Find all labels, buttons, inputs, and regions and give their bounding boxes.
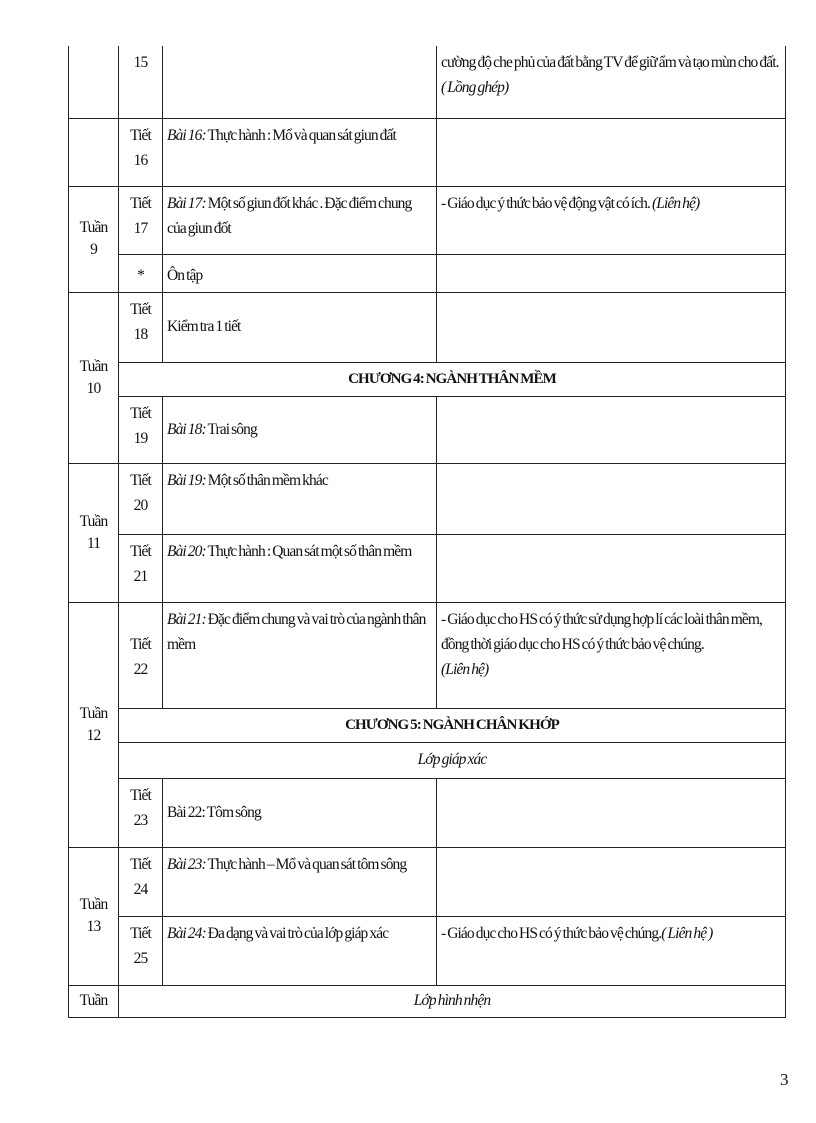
table-row	[69, 985, 786, 1017]
week-cell: Tuần 9	[69, 186, 119, 292]
period-cell: Tiết 24	[119, 847, 163, 916]
integration-note	[437, 847, 786, 916]
week-cell: Tuần 10	[69, 292, 119, 463]
week-cell	[69, 46, 119, 118]
integration-note: - Giáo dục cho HS có ý thức sử dụng hợp lí các loài thân mềm, đồng thời giáo dục cho HS có ý thức bảo vệ chúng. (Liên hệ)	[437, 602, 786, 708]
integration-note	[437, 254, 786, 292]
period-cell	[119, 46, 163, 118]
class-row	[69, 742, 786, 778]
period-cell: Tiết 18	[119, 292, 163, 362]
class-heading: Lớp giáp xác	[119, 742, 786, 778]
period-cell: Tiết 20	[119, 463, 163, 534]
period-cell: Tiết 23	[119, 778, 163, 847]
period-cell: Tiết 17	[119, 186, 163, 254]
table-row	[69, 847, 786, 916]
week-cell: Tuần	[69, 985, 119, 1017]
table-row	[69, 463, 786, 534]
week-cell: Tuần 12	[69, 602, 119, 847]
integration-note	[437, 463, 786, 534]
table-row	[69, 254, 786, 292]
period-cell: *	[119, 254, 163, 292]
lesson-cell: Ôn tập	[163, 254, 437, 292]
lesson-cell	[163, 46, 437, 118]
table-row	[69, 602, 786, 708]
page-number: 3	[780, 1070, 789, 1089]
integration-note: cường độ che phủ của đất bằng TV để giữ ẩm và tạo mùn cho đất.( Lồng ghép)	[437, 46, 786, 118]
table-row	[69, 46, 786, 118]
week-cell	[69, 118, 119, 186]
integration-note: - Giáo dục ý thức bảo vệ động vật có ích. (Liên hệ)	[437, 186, 786, 254]
integration-note	[437, 534, 786, 602]
table-row	[69, 916, 786, 985]
integration-note	[437, 396, 786, 463]
table-row	[69, 118, 786, 186]
period-cell: Tiết 21	[119, 534, 163, 602]
table-row	[69, 292, 786, 362]
integration-note: - Giáo dục cho HS có ý thức bảo vệ chúng.( Liên hệ )	[437, 916, 786, 985]
period-cell: Tiết 19	[119, 396, 163, 463]
integration-note	[437, 292, 786, 362]
period-cell: Tiết 25	[119, 916, 163, 985]
lesson-cell: Bài 19: Một số thân mềm khác	[163, 463, 437, 534]
lesson-cell: Bài 24: Đa dạng và vai trò của lớp giáp xác	[163, 916, 437, 985]
lesson-cell: Kiểm tra 1 tiết	[163, 292, 437, 362]
table-row	[69, 778, 786, 847]
lesson-plan-table	[68, 46, 786, 1018]
week-cell: Tuần 11	[69, 463, 119, 602]
week-cell: Tuần 13	[69, 847, 119, 985]
period-cell: Tiết 16	[119, 118, 163, 186]
lesson-plan-table-container	[68, 46, 786, 1018]
period-cell: Tiết 22	[119, 602, 163, 708]
integration-note	[437, 118, 786, 186]
lesson-cell: Bài 23: Thực hành – Mổ và quan sát tôm sông	[163, 847, 437, 916]
lesson-cell: Bài 20: Thực hành : Quan sát một số thân mềm	[163, 534, 437, 602]
period-number: 15	[133, 54, 148, 71]
lesson-cell: Bài 21: Đặc điểm chung và vai trò của ngành thân mềm	[163, 602, 437, 708]
chapter-row	[69, 362, 786, 396]
lesson-cell: Bài 16: Thực hành : Mổ và quan sát giun đất	[163, 118, 437, 186]
integration-note	[437, 778, 786, 847]
table-row	[69, 186, 786, 254]
class-heading: Lớp hình nhện	[119, 985, 786, 1017]
chapter-heading: CHƯƠNG 4: NGÀNH THÂN MỀM	[119, 362, 786, 396]
table-row	[69, 534, 786, 602]
table-row	[69, 396, 786, 463]
lesson-cell: Bài 18: Trai sông	[163, 396, 437, 463]
chapter-row	[69, 708, 786, 742]
lesson-cell: Bài 22: Tôm sông	[163, 778, 437, 847]
chapter-heading: CHƯƠNG 5: NGÀNH CHÂN KHỚP	[119, 708, 786, 742]
lesson-cell: Bài 17: Một số giun đốt khác . Đặc điểm chung của giun đốt	[163, 186, 437, 254]
